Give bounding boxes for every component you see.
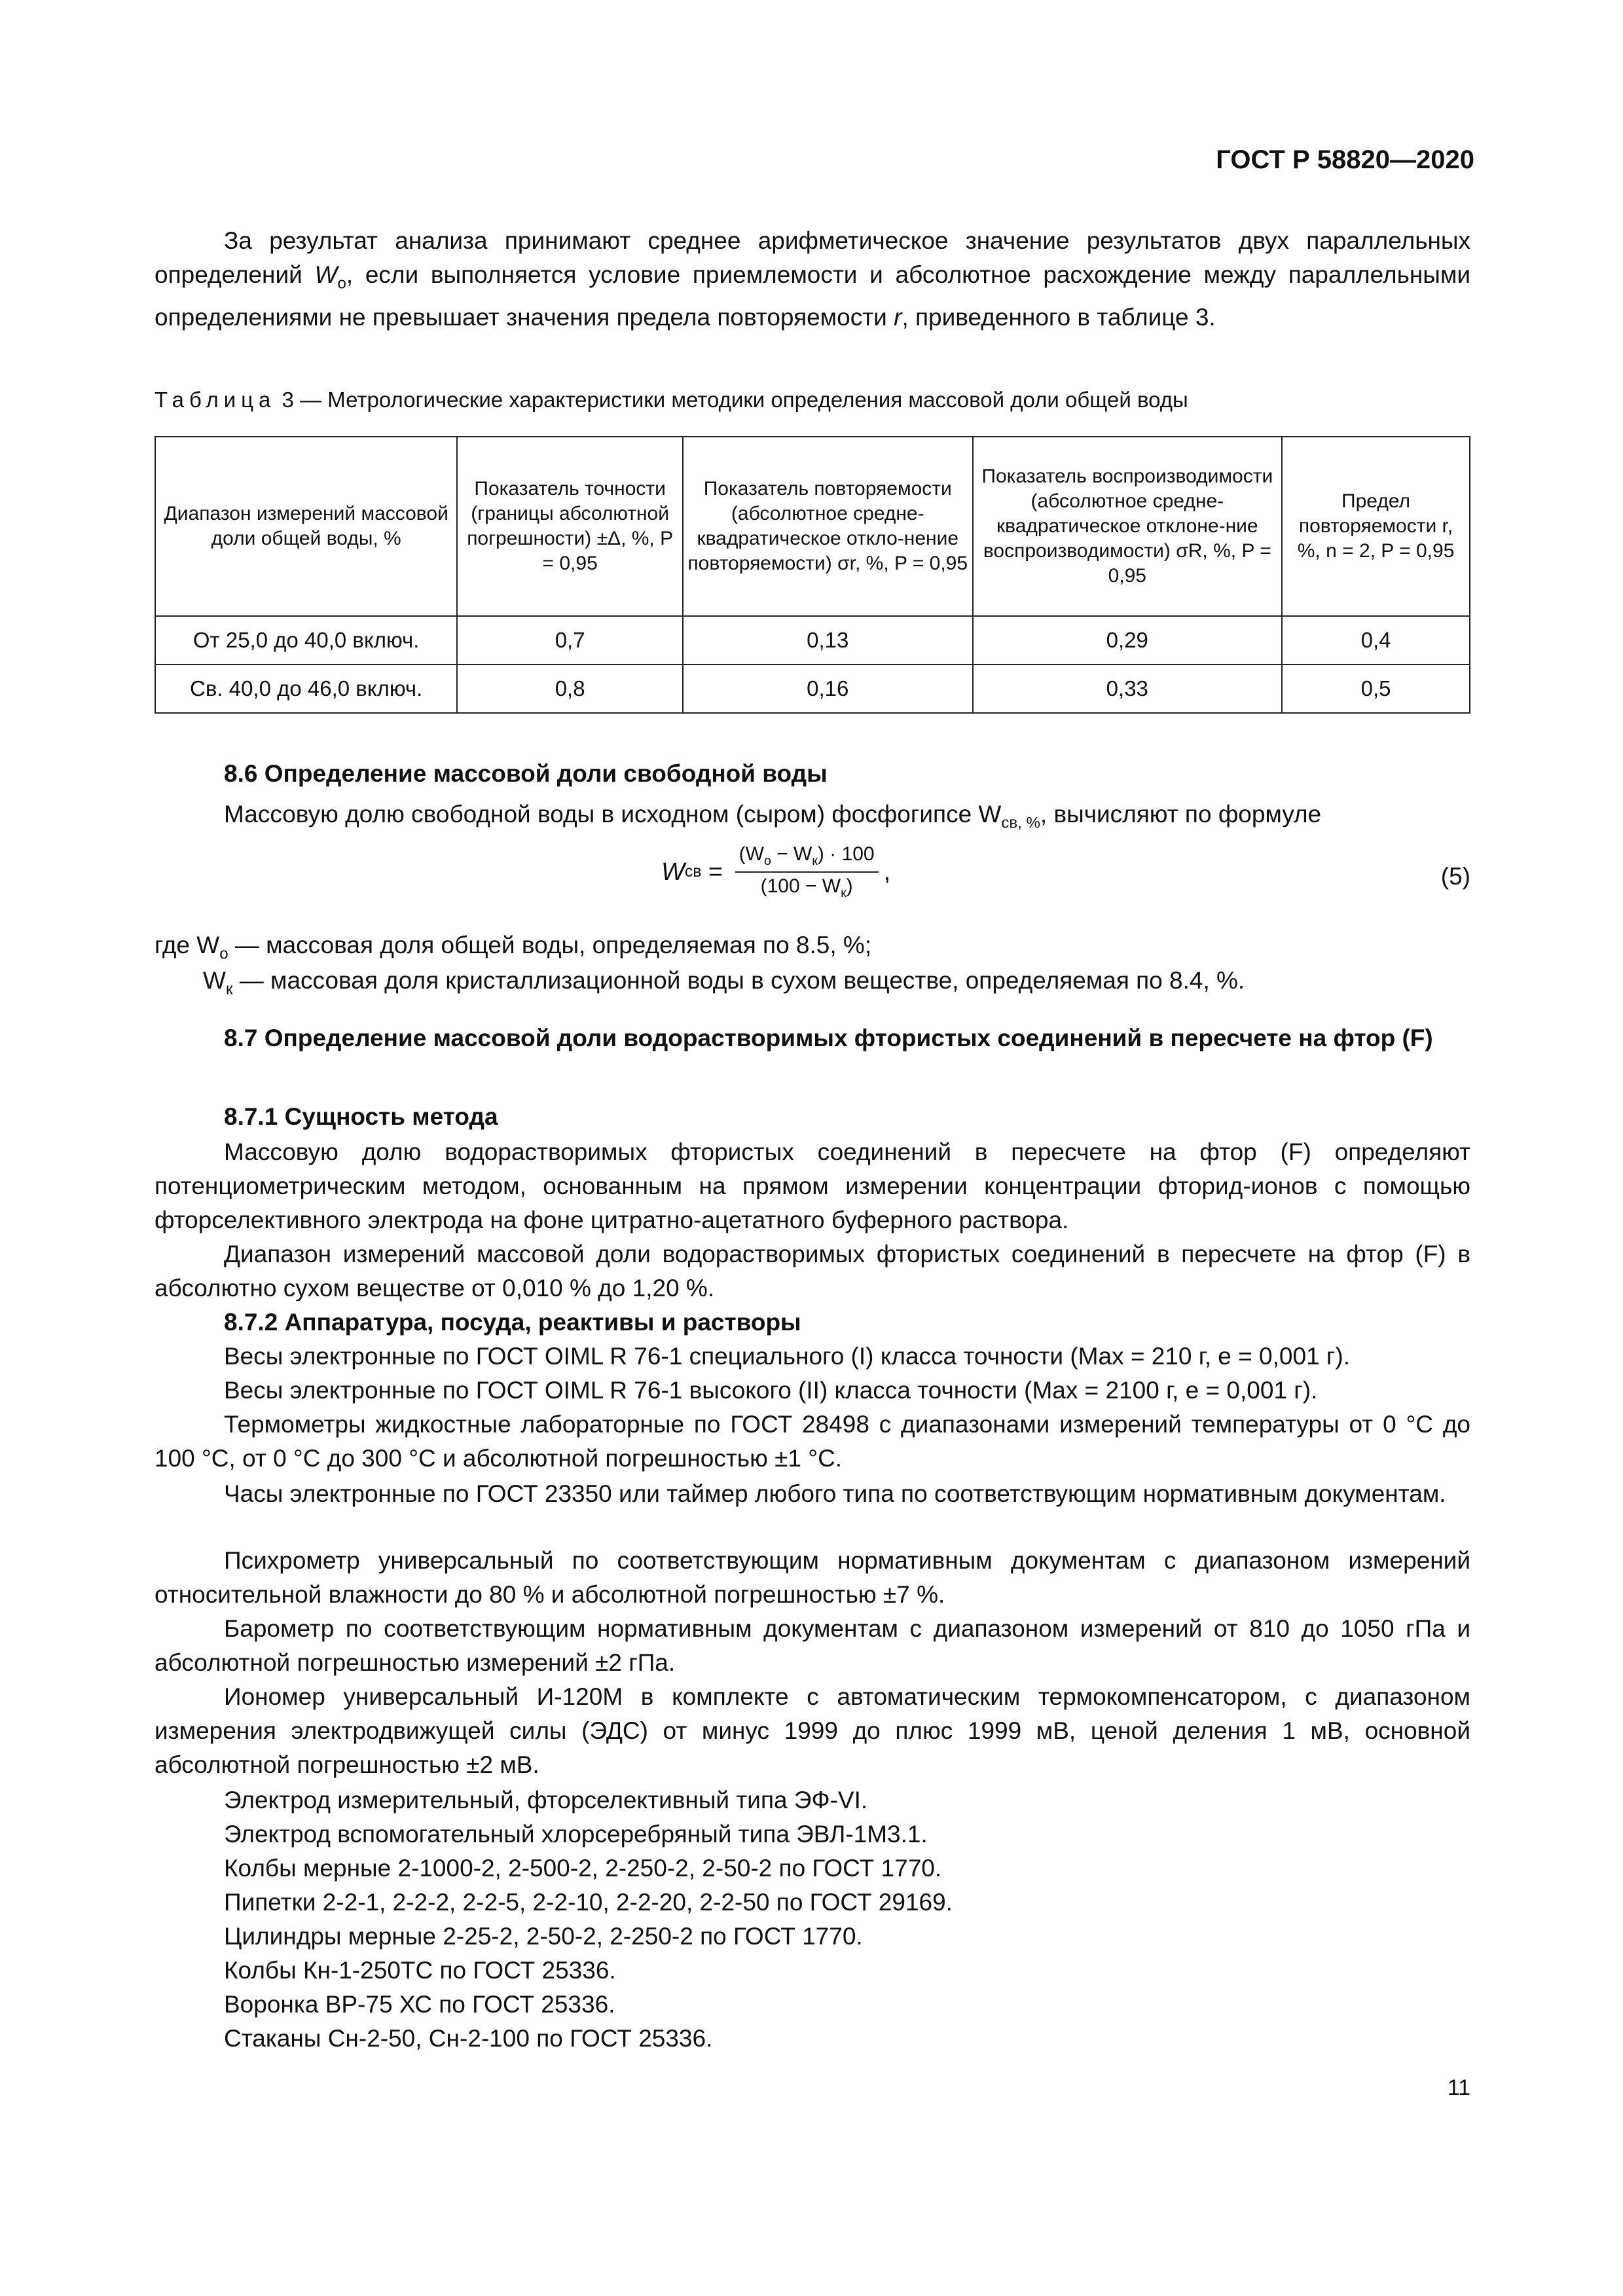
list-item: Колбы Кн-1-250ТС по ГОСТ 25336. <box>224 1957 616 1984</box>
table-cell: 0,5 <box>1282 665 1470 713</box>
table-row <box>155 616 1470 665</box>
intro-paragraph: За результат анализа принимают среднее арифметическое значение результатов двух параллельных определений $W_о$, если выполняется условие приемлемости и абсолютное расхождение между параллельными определениями не превышает значения предела повторяемости r, приведенного в таблице 3. <box>155 227 1470 331</box>
list-item: Цилиндры мерные 2-25-2, 2-50-2, 2-250-2 по ГОСТ 1770. <box>224 1923 863 1950</box>
list-item: Электрод измерительный, фторселективный типа ЭФ-VI. <box>224 1787 868 1813</box>
standard-number: ГОСТ Р 58820—2020 <box>1216 145 1474 174</box>
table-header-cell: Диапазон измерений массовой доли общей воды, % <box>155 437 457 616</box>
table-header-cell: Показатель точности (границы абсолютной погрешности) ±Δ, %, P = 0,95 <box>457 437 683 616</box>
equation-number: (5) <box>1440 863 1470 890</box>
apparatus-paragraph: Иономер универсальный И-120М в комплекте с автоматическим термокомпенсатором, с диапазоном измерения электродвижущей силы (ЭДС) от минус 1999 до плюс 1999 мВ, ценой деления 1 мВ, основной абсолютной погрешностью ±2 мВ. <box>155 1683 1470 1778</box>
table-cell: 0,7 <box>457 616 683 665</box>
where-line-2: $W_к$ — массовая доля кристаллизационной воды в сухом веществе, определяемая по 8.4, %. <box>203 967 1245 998</box>
apparatus-paragraph: Термометры жидкостные лабораторные по ГОСТ 28498 с диапазонами измерений температуры от 0 °С до 100 °С, от 0 °С до 300 °С и абсолютной погрешностью ±1 °С. <box>155 1411 1470 1472</box>
apparatus-paragraph: Весы электронные по ГОСТ OIML R 76-1 специального (I) класса точности (Max = 210 г, e = 0,001 г). <box>224 1343 1351 1370</box>
table-header-cell: Предел повторяемости r, %, n = 2, P = 0,95 <box>1282 437 1470 616</box>
table-cell: 0,4 <box>1282 616 1470 665</box>
section-8-7-1-heading: 8.7.1 Сущность метода <box>224 1103 498 1130</box>
list-item: Колбы мерные 2-1000-2, 2-500-2, 2-250-2, 2-50-2 по ГОСТ 1770. <box>224 1855 942 1882</box>
section-8-7-heading: 8.7 Определение массовой доли водорастворимых фтористых соединений в пересчете на фтор (F) <box>224 1025 1433 1051</box>
apparatus-paragraph: Часы электронные по ГОСТ 23350 или таймер любого типа по соответствующим нормативным документам. <box>224 1480 1446 1507</box>
list-item: Воронка ВР-75 ХС по ГОСТ 25336. <box>224 1991 615 2018</box>
table-cell: От 25,0 до 40,0 включ. <box>155 616 457 665</box>
apparatus-paragraph: Весы электронные по ГОСТ OIML R 76-1 высокого (II) класса точности (Max = 2100 г, e = 0,001 г). <box>224 1377 1318 1404</box>
table-header-row <box>155 437 1470 616</box>
table-cell: 0,16 <box>683 665 973 713</box>
formula-5: W св = $\frac{(W_о - W_к) \cdot 100}{(100 - W_к)}$ , <box>661 843 891 900</box>
apparatus-paragraph: Барометр по соответствующим нормативным документам с диапазоном измерений от 810 до 1050 гПа и абсолютной погрешностью измерений ±2 гПа. <box>155 1615 1470 1676</box>
list-item: Стаканы Сн-2-50, Сн-2-100 по ГОСТ 25336. <box>224 2025 713 2052</box>
section-8-6-text: Массовую долю свободной воды в исходном (сыром) фосфогипсе $W_{св, \%}$, вычисляют по формуле <box>224 801 1322 832</box>
table-cell: Св. 40,0 до 46,0 включ. <box>155 665 457 713</box>
list-item: Электрод вспомогательный хлорсеребряный типа ЭВЛ-1М3.1. <box>224 1821 928 1848</box>
list-item: Пипетки 2-2-1, 2-2-2, 2-2-5, 2-2-10, 2-2-20, 2-2-50 по ГОСТ 29169. <box>224 1889 953 1916</box>
section-8-6-heading: 8.6 Определение массовой доли свободной воды <box>224 760 828 787</box>
table-cell: 0,29 <box>973 616 1283 665</box>
table-row <box>155 665 1470 713</box>
section-8-7-1-p1: Массовую долю водорастворимых фтористых соединений в пересчете на фтор (F) определяют потенциометрическим методом, основанным на прямом измерении концентрации фторид-ионов с помощью фторселективного электрода на фоне цитратно-ацетатного буферного раствора. <box>155 1139 1470 1233</box>
apparatus-paragraph: Психрометр универсальный по соответствующим нормативным документам с диапазоном измерений относительной влажности до 80 % и абсолютной погрешностью ±7 %. <box>155 1547 1470 1608</box>
table-cell: 0,33 <box>973 665 1283 713</box>
section-8-7-2-heading: 8.7.2 Аппаратура, посуда, реактивы и растворы <box>224 1309 801 1336</box>
table-header-cell: Показатель повторяемости (абсолютное средне-квадратическое откло-нение повторяемости) σr, %, P = 0,95 <box>683 437 973 616</box>
metrology-table <box>155 436 1470 714</box>
page-number: 11 <box>1447 2075 1470 2100</box>
table-caption: Таблица 3 — Метрологические характеристики методики определения массовой доли общей воды <box>155 388 1188 412</box>
table-header-cell: Показатель воспроизводимости (абсолютное средне-квадратическое отклоне-ние воспроизводимости) σR, %, P = 0,95 <box>973 437 1283 616</box>
where-line-1: где $W_о$ — массовая доля общей воды, определяемая по 8.5, %; <box>155 932 872 963</box>
formula-fraction: $\frac{(W_о - W_к) \cdot 100}{(100 - W_к)}$ <box>735 843 879 901</box>
table-cell: 0,8 <box>457 665 683 713</box>
section-8-7-1-p2: Диапазон измерений массовой доли водорастворимых фтористых соединений в пересчете на фтор (F) в абсолютно сухом веществе от 0,010 % до 1,20 %. <box>155 1241 1470 1302</box>
table-cell: 0,13 <box>683 616 973 665</box>
